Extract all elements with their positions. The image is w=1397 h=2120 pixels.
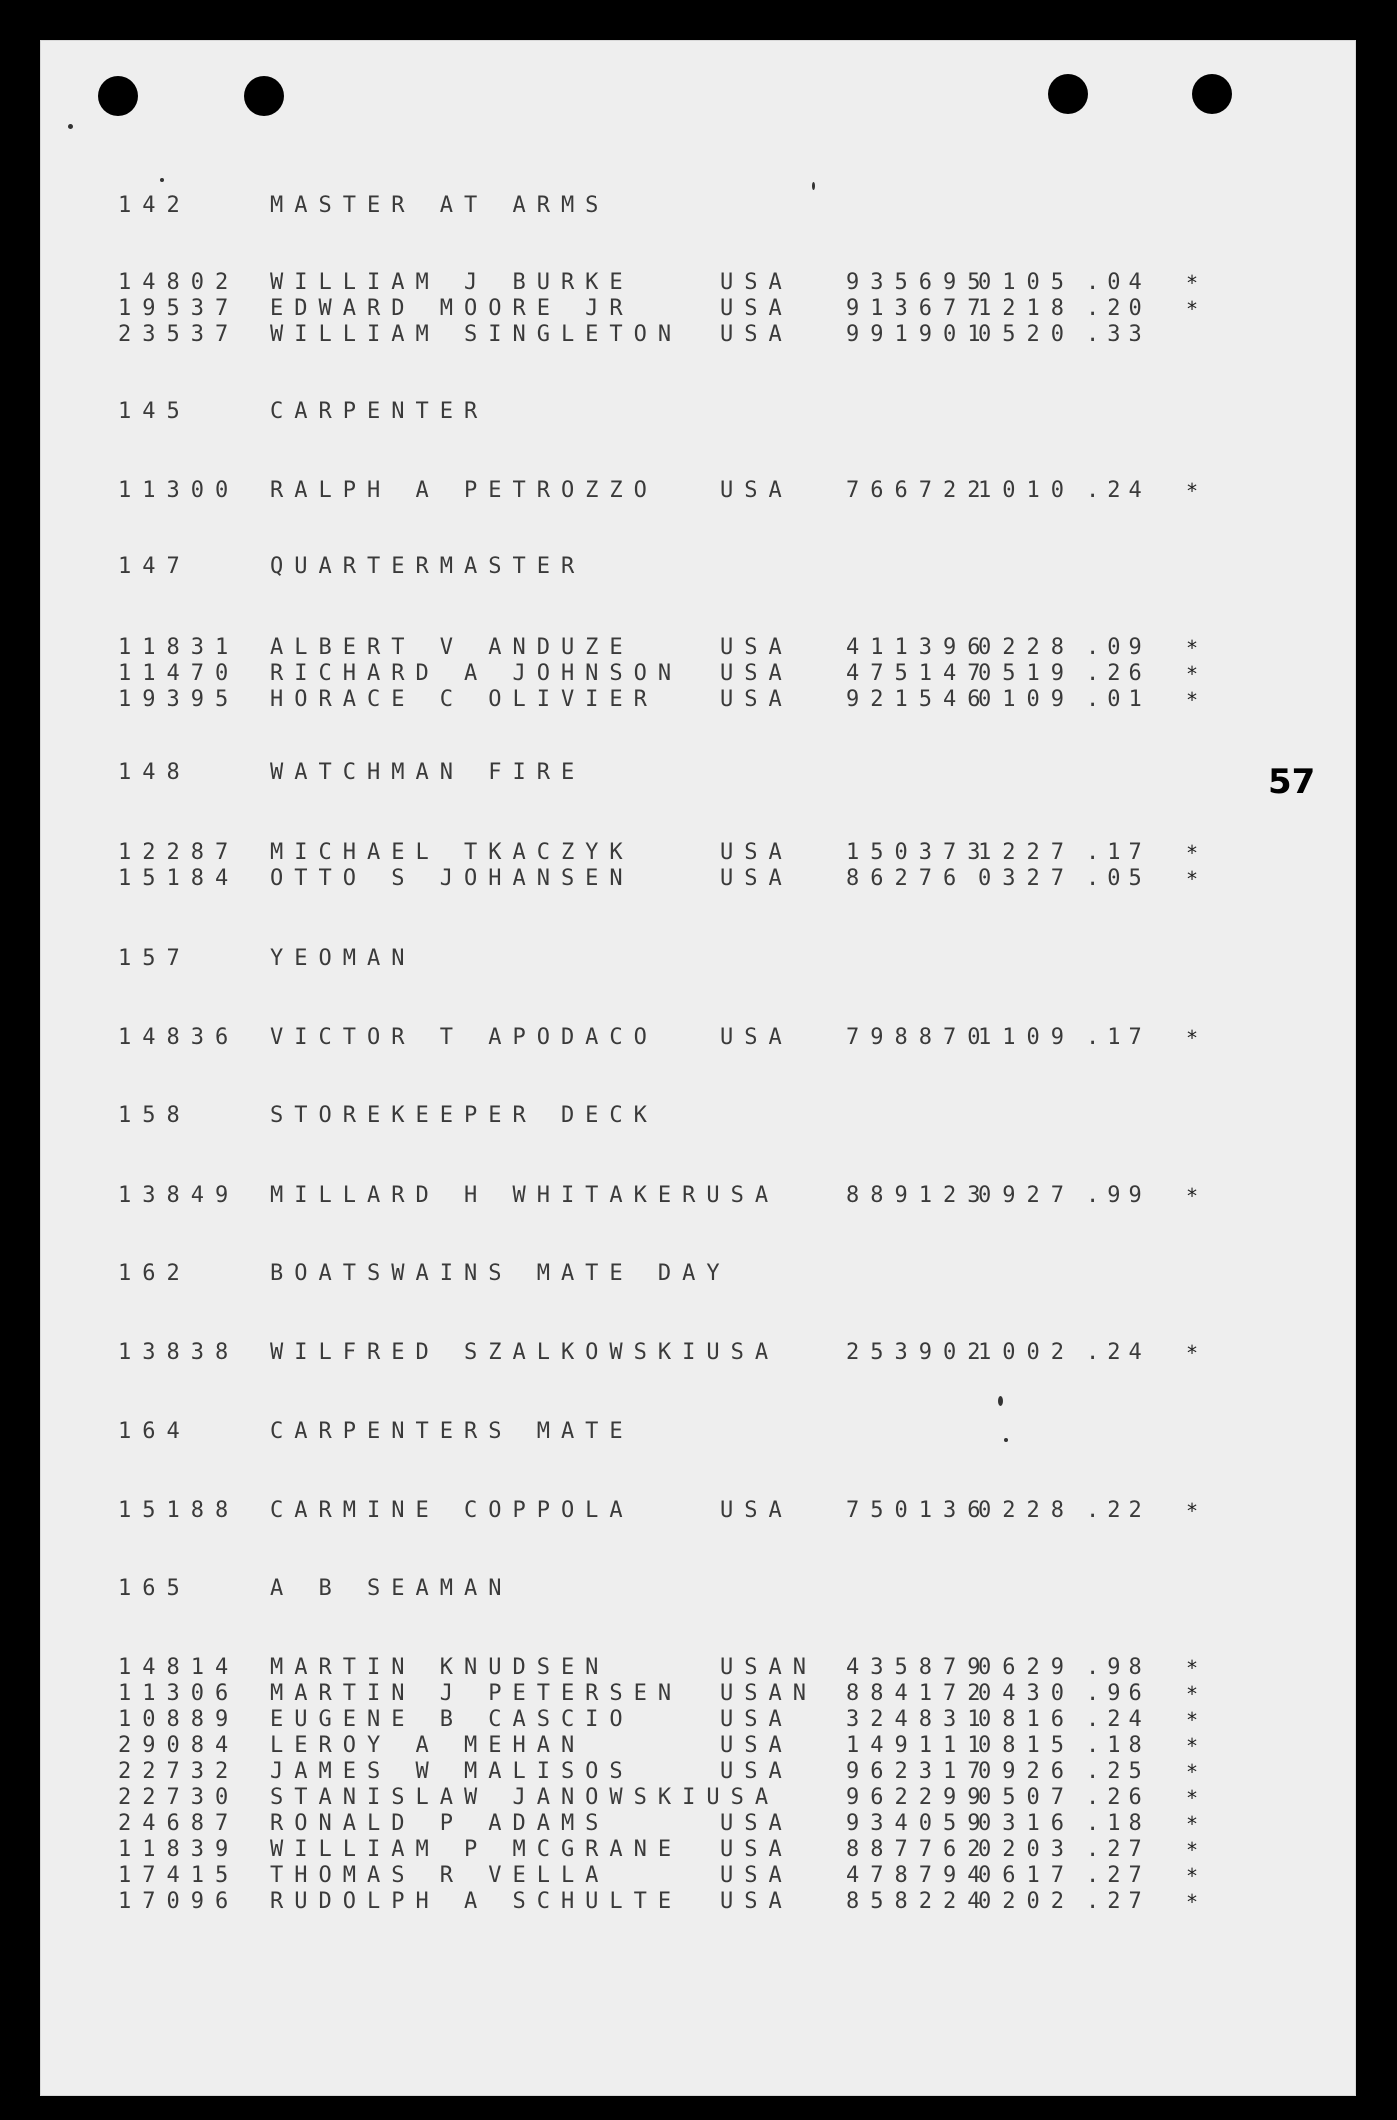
section-header	[118, 193, 1318, 219]
section-title: YEOMAN	[270, 946, 416, 971]
citizenship: USA	[720, 1863, 793, 1888]
book-number: 149111	[846, 1733, 992, 1758]
asterisk-mark: *	[1186, 867, 1210, 891]
section-header	[118, 554, 1318, 580]
table-row	[118, 1025, 1318, 1051]
table-row	[118, 1183, 1318, 1209]
section-code: 162	[118, 1261, 191, 1286]
person-name: ALBERT V ANDUZE	[270, 635, 634, 660]
asterisk-mark: *	[1186, 1184, 1210, 1208]
book-number: 884172	[846, 1681, 992, 1706]
table-row	[118, 1340, 1318, 1366]
book-number: 86276	[846, 866, 968, 891]
rate-value: .98	[1086, 1655, 1150, 1680]
asterisk-mark: *	[1186, 1890, 1210, 1914]
section-code: 142	[118, 193, 191, 218]
book-number: 921546	[846, 687, 992, 712]
asterisk-mark: *	[1186, 1682, 1210, 1706]
table-row	[118, 840, 1318, 866]
table-row	[118, 1889, 1318, 1915]
record-id: 11470	[118, 661, 240, 686]
table-row	[118, 1655, 1318, 1681]
date-code: 1218	[978, 296, 1075, 321]
section-code: 164	[118, 1419, 191, 1444]
book-number: 150373	[846, 840, 992, 865]
section-header	[118, 1103, 1318, 1129]
rate-value: .17	[1086, 840, 1150, 865]
date-code: 0228	[978, 635, 1075, 660]
section-header	[118, 760, 1318, 786]
record-id: 10889	[118, 1707, 240, 1732]
asterisk-mark: *	[1186, 636, 1210, 660]
person-name: MARTIN KNUDSEN	[270, 1655, 610, 1680]
citizenship: USA	[720, 1811, 793, 1836]
rate-value: .33	[1086, 322, 1150, 347]
document-page	[40, 40, 1356, 2096]
record-id: 19537	[118, 296, 240, 321]
section-header	[118, 399, 1318, 425]
citizenship: USA	[720, 1707, 793, 1732]
record-id: 19395	[118, 687, 240, 712]
book-number: 962317	[846, 1759, 992, 1784]
date-code: 1109	[978, 1025, 1075, 1050]
asterisk-mark: *	[1186, 1812, 1210, 1836]
asterisk-mark: *	[1186, 1026, 1210, 1050]
section-title: BOATSWAINS MATE DAY	[270, 1261, 731, 1286]
asterisk-mark: *	[1186, 662, 1210, 686]
table-row	[118, 866, 1318, 892]
citizenship: USA	[720, 296, 793, 321]
record-id: 29084	[118, 1733, 240, 1758]
person-name: STANISLAW JANOWSKIUSA	[270, 1785, 780, 1810]
person-name: JAMES W MALISOS	[270, 1759, 634, 1784]
book-number: 475147	[846, 661, 992, 686]
section-title: CARPENTER	[270, 399, 489, 424]
record-id: 24687	[118, 1811, 240, 1836]
record-id: 11306	[118, 1681, 240, 1706]
section-code: 158	[118, 1103, 191, 1128]
asterisk-mark: *	[1186, 1760, 1210, 1784]
date-code: 0926	[978, 1759, 1075, 1784]
citizenship: USA	[720, 866, 793, 891]
section-title: CARPENTERS MATE	[270, 1419, 634, 1444]
citizenship: USA	[720, 687, 793, 712]
rate-value: .18	[1086, 1811, 1150, 1836]
asterisk-mark: *	[1186, 1341, 1210, 1365]
date-code: 1227	[978, 840, 1075, 865]
book-number: 411396	[846, 635, 992, 660]
book-number: 324831	[846, 1707, 992, 1732]
book-number: 858224	[846, 1889, 992, 1914]
book-number: 766722	[846, 478, 992, 503]
book-number: 913677	[846, 296, 992, 321]
person-name: VICTOR T APODACO	[270, 1025, 658, 1050]
book-number: 478794	[846, 1863, 992, 1888]
section-title: WATCHMAN FIRE	[270, 760, 586, 785]
record-id: 11831	[118, 635, 240, 660]
book-number: 889123	[846, 1183, 992, 1208]
citizenship: USA	[720, 270, 793, 295]
person-name: WILLIAM J BURKE	[270, 270, 634, 295]
asterisk-mark: *	[1186, 1786, 1210, 1810]
asterisk-mark: *	[1186, 1656, 1210, 1680]
date-code: 0109	[978, 687, 1075, 712]
table-row	[118, 687, 1318, 713]
asterisk-mark: *	[1186, 271, 1210, 295]
record-id: 17415	[118, 1863, 240, 1888]
section-code: 148	[118, 760, 191, 785]
table-row	[118, 1681, 1318, 1707]
person-name: MICHAEL TKACZYK	[270, 840, 634, 865]
asterisk-mark: *	[1186, 479, 1210, 503]
asterisk-mark: *	[1186, 1708, 1210, 1732]
date-code: 0430	[978, 1681, 1075, 1706]
table-row	[118, 478, 1318, 504]
table-row	[118, 270, 1318, 296]
record-id: 14814	[118, 1655, 240, 1680]
asterisk-mark: *	[1186, 841, 1210, 865]
rate-value: .26	[1086, 1785, 1150, 1810]
citizenship: USA	[720, 478, 793, 503]
book-number: 887762	[846, 1837, 992, 1862]
person-name: WILLIAM P MCGRANE	[270, 1837, 683, 1862]
date-code: 0617	[978, 1863, 1075, 1888]
book-number: 253902	[846, 1340, 992, 1365]
citizenship: USA	[720, 322, 793, 347]
rate-value: .20	[1086, 296, 1150, 321]
rate-value: .27	[1086, 1889, 1150, 1914]
rate-value: .26	[1086, 661, 1150, 686]
date-code: 0202	[978, 1889, 1075, 1914]
rate-value: .24	[1086, 1340, 1150, 1365]
book-number: 934059	[846, 1811, 992, 1836]
table-row	[118, 1863, 1318, 1889]
date-code: 0629	[978, 1655, 1075, 1680]
person-name: HORACE C OLIVIER	[270, 687, 658, 712]
date-code: 1002	[978, 1340, 1075, 1365]
record-id: 14836	[118, 1025, 240, 1050]
record-id: 23537	[118, 322, 240, 347]
section-code: 157	[118, 946, 191, 971]
citizenship: USAN	[720, 1681, 817, 1706]
date-code: 0519	[978, 661, 1075, 686]
citizenship: USA	[720, 840, 793, 865]
date-code: 0815	[978, 1733, 1075, 1758]
asterisk-mark: *	[1186, 1864, 1210, 1888]
person-name: RUDOLPH A SCHULTE	[270, 1889, 683, 1914]
asterisk-mark: *	[1186, 1734, 1210, 1758]
ink-speck	[68, 124, 73, 129]
citizenship: USA	[720, 1733, 793, 1758]
table-row	[118, 1785, 1318, 1811]
record-id: 15188	[118, 1498, 240, 1523]
person-name: CARMINE COPPOLA	[270, 1498, 634, 1523]
date-code: 0520	[978, 322, 1075, 347]
table-row	[118, 1759, 1318, 1785]
person-name: MILLARD H WHITAKERUSA	[270, 1183, 780, 1208]
book-number: 962299	[846, 1785, 992, 1810]
table-row	[118, 635, 1318, 661]
asterisk-mark: *	[1186, 297, 1210, 321]
date-code: 1010	[978, 478, 1075, 503]
person-name: WILFRED SZALKOWSKIUSA	[270, 1340, 780, 1365]
rate-value: .01	[1086, 687, 1150, 712]
person-name: RALPH A PETROZZO	[270, 478, 658, 503]
table-row	[118, 1733, 1318, 1759]
section-header	[118, 946, 1318, 972]
asterisk-mark: *	[1186, 1499, 1210, 1523]
citizenship: USA	[720, 1025, 793, 1050]
record-id: 22730	[118, 1785, 240, 1810]
book-number: 991901	[846, 322, 992, 347]
personnel-listing	[118, 40, 1318, 2090]
section-title: STOREKEEPER DECK	[270, 1103, 658, 1128]
citizenship: USA	[720, 661, 793, 686]
rate-value: .22	[1086, 1498, 1150, 1523]
book-number: 935695	[846, 270, 992, 295]
book-number: 435879	[846, 1655, 992, 1680]
date-code: 0507	[978, 1785, 1075, 1810]
section-code: 165	[118, 1576, 191, 1601]
asterisk-mark: *	[1186, 688, 1210, 712]
person-name: EUGENE B CASCIO	[270, 1707, 634, 1732]
rate-value: .24	[1086, 478, 1150, 503]
date-code: 0228	[978, 1498, 1075, 1523]
table-row	[118, 661, 1318, 687]
record-id: 14802	[118, 270, 240, 295]
date-code: 0327	[978, 866, 1075, 891]
rate-value: .04	[1086, 270, 1150, 295]
rate-value: .18	[1086, 1733, 1150, 1758]
record-id: 15184	[118, 866, 240, 891]
table-row	[118, 296, 1318, 322]
section-header	[118, 1576, 1318, 1602]
table-row	[118, 1707, 1318, 1733]
record-id: 17096	[118, 1889, 240, 1914]
section-code: 145	[118, 399, 191, 424]
date-code: 0927	[978, 1183, 1075, 1208]
section-header	[118, 1261, 1318, 1287]
record-id: 11839	[118, 1837, 240, 1862]
section-header	[118, 1419, 1318, 1445]
person-name: LEROY A MEHAN	[270, 1733, 586, 1758]
citizenship: USA	[720, 1837, 793, 1862]
rate-value: .27	[1086, 1863, 1150, 1888]
record-id: 13849	[118, 1183, 240, 1208]
citizenship: USAN	[720, 1655, 817, 1680]
table-row	[118, 322, 1318, 348]
rate-value: .25	[1086, 1759, 1150, 1784]
asterisk-mark: *	[1186, 1838, 1210, 1862]
date-code: 0203	[978, 1837, 1075, 1862]
section-title: A B SEAMAN	[270, 1576, 513, 1601]
date-code: 0816	[978, 1707, 1075, 1732]
citizenship: USA	[720, 1759, 793, 1784]
page-number: 57	[1268, 762, 1316, 802]
person-name: WILLIAM SINGLETON	[270, 322, 683, 347]
rate-value: .99	[1086, 1183, 1150, 1208]
person-name: OTTO S JOHANSEN	[270, 866, 634, 891]
record-id: 22732	[118, 1759, 240, 1784]
rate-value: .17	[1086, 1025, 1150, 1050]
table-row	[118, 1811, 1318, 1837]
rate-value: .96	[1086, 1681, 1150, 1706]
rate-value: .09	[1086, 635, 1150, 660]
record-id: 12287	[118, 840, 240, 865]
table-row	[118, 1837, 1318, 1863]
citizenship: USA	[720, 1498, 793, 1523]
person-name: MARTIN J PETERSEN	[270, 1681, 683, 1706]
person-name: THOMAS R VELLA	[270, 1863, 610, 1888]
section-title: QUARTERMASTER	[270, 554, 586, 579]
person-name: EDWARD MOORE JR	[270, 296, 634, 321]
table-row	[118, 1498, 1318, 1524]
person-name: RICHARD A JOHNSON	[270, 661, 683, 686]
rate-value: .27	[1086, 1837, 1150, 1862]
rate-value: .24	[1086, 1707, 1150, 1732]
date-code: 0105	[978, 270, 1075, 295]
rate-value: .05	[1086, 866, 1150, 891]
section-code: 147	[118, 554, 191, 579]
citizenship: USA	[720, 635, 793, 660]
record-id: 13838	[118, 1340, 240, 1365]
person-name: RONALD P ADAMS	[270, 1811, 610, 1836]
record-id: 11300	[118, 478, 240, 503]
section-title: MASTER AT ARMS	[270, 193, 610, 218]
citizenship: USA	[720, 1889, 793, 1914]
book-number: 750136	[846, 1498, 992, 1523]
date-code: 0316	[978, 1811, 1075, 1836]
book-number: 798870	[846, 1025, 992, 1050]
